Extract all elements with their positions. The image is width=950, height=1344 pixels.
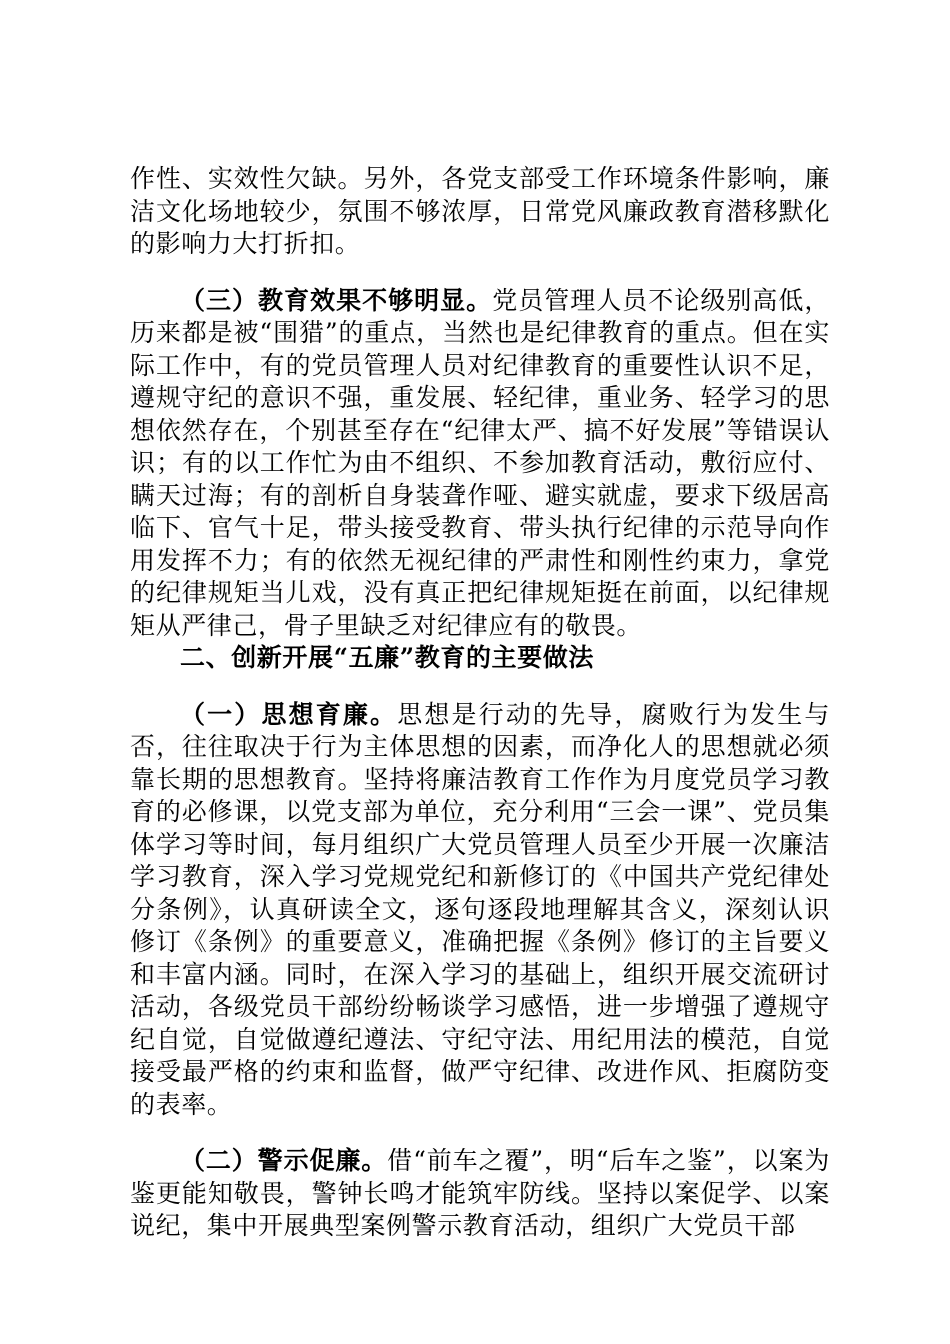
- section-three-paragraph: [130, 285, 830, 643]
- section-two-heading: （二）警示促廉。: [180, 1146, 388, 1175]
- section-three-heading: （三）教育效果不够明显。: [180, 285, 493, 315]
- section-one-heading: （一）思想育廉。: [180, 699, 398, 729]
- chapter-two-heading: 二、创新开展“五廉”教育的主要做法: [180, 643, 594, 672]
- paragraph-continuation: [130, 163, 830, 261]
- document-page: [130, 163, 830, 1243]
- section-one-text: 思想是行动的先导，腐败行为发生与否，往往取决于行为主体思想的因素，而净化人的思想就必须靠长期的思想教育。坚持将廉洁教育工作作为月度党员学习教育的必修课，以党支部为单位，充分利用“三会一课”、党员集体学习等时间，每月组织广大党员管理人员至少开展一次廉洁学习教育，深入学习党规党纪和新修订的《中国共产党纪律处分条例》，认真研读全文，逐句逐段地理解其含义，深刻认识修订《条例》的重要意义，准确把握《条例》修订的主旨要义和丰富内涵。同时，在深入学习的基础上，组织开展交流研讨活动，各级党员干部纷纷畅谈学习感悟，进一步增强了遵规守纪自觉，自觉做遵纪遵法、守纪守法、用纪用法的模范，自觉接受最严格的约束和监督，做严守纪律、改进作风、拒腐防变的表率。: [130, 699, 830, 1119]
- section-two-text: 借“前车之覆”，明“后车之鉴”，以案为鉴更能知敬畏，警钟长鸣才能筑牢防线。坚持以案促学、以案说纪，集中开展典型案例警示教育活动，组织广大党员干部: [130, 1146, 830, 1240]
- paragraph-text: 作性、实效性欠缺。另外，各党支部受工作环境条件影响，廉洁文化场地较少，氛围不够浓厚，日常党风廉政教育潜移默化的影响力大打折扣。: [130, 164, 830, 258]
- section-two-paragraph: [130, 1145, 830, 1243]
- section-one-paragraph: [130, 699, 830, 1122]
- section-three-text: 党员管理人员不论级别高低，历来都是被“围猎”的重点，当然也是纪律教育的重点。但在实际工作中，有的党员管理人员对纪律教育的重要性认识不足，遵规守纪的意识不强，重发展、轻纪律，重业务、轻学习的思想依然存在，个别甚至存在“纪律太严、搞不好发展”等错误认识；有的以工作忙为由不组织、不参加教育活动，敷衍应付、瞒天过海；有的剖析自身装聋作哑、避实就虚，要求下级居高临下、官气十足，带头接受教育、带头执行纪律的示范导向作用发挥不力；有的依然无视纪律的严肃性和刚性约束力，拿党的纪律规矩当儿戏，没有真正把纪律规矩挺在前面，以纪律规矩从严律己，骨子里缺乏对纪律应有的敬畏。: [130, 285, 830, 640]
